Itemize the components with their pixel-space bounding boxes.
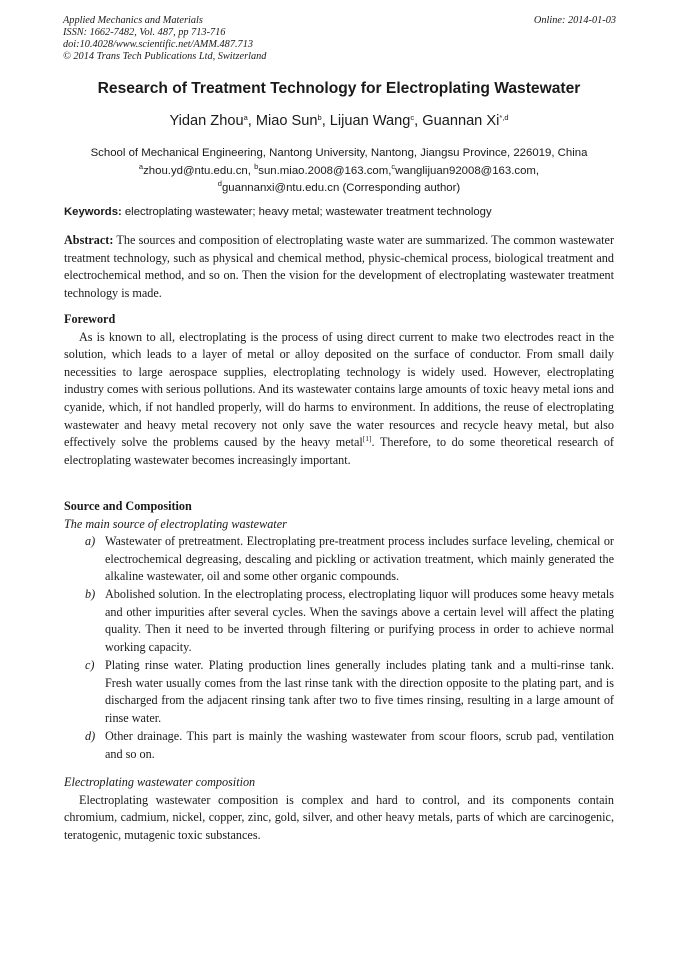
author-name: Yidan Zhou [169, 113, 244, 129]
list-item [64, 533, 614, 586]
list-item [64, 586, 614, 656]
affiliation-block [0, 145, 678, 198]
source-section-heading-block [64, 498, 614, 533]
email-d[interactable]: guannanxi@ntu.edu.cn (Corresponding author) [221, 182, 461, 194]
list-text: Abolished solution. In the electroplating process, electroplating liquor will produces some heavy metals and other impurities after several cycles. When the savings above a certain level will affect the plating quality. Then it need to be inverted through filtering or purifying process in order to achieve normal working capacity. [105, 587, 614, 654]
composition-paragraph: Electroplating wastewater composition is complex and hard to control, and its components contain chromium, cadmium, nickel, copper, zinc, gold, silver, and other heavy metals, parts of which are carcinogenic, teratogenic, mutagenic toxic substances. [64, 792, 614, 842]
subsection-heading: The main source of electroplating wastewater [64, 516, 287, 531]
keywords [64, 206, 614, 218]
keywords-text: electroplating wastewater; heavy metal; wastewater treatment technology [121, 206, 492, 218]
email-c[interactable]: wanglijuan92008@163.com, [395, 164, 540, 177]
abstract [64, 232, 614, 302]
doi-line[interactable]: doi:10.4028/www.scientific.net/AMM.487.713 [63, 39, 253, 50]
author-sup: *,d [499, 113, 509, 122]
email-b[interactable]: sun.miao.2008@163.com, [258, 164, 392, 177]
abstract-label: Abstract: [64, 233, 114, 247]
journal-name: Applied Mechanics and Materials [63, 15, 203, 26]
email-line-1: $^a$zhou.yd@ntu.edu.cn, $^b$sun.miao.2008@163.com,$^c$wanglijuan92008@163.com, [138, 161, 540, 177]
author-name: Guannan Xi [422, 113, 500, 129]
list-item [64, 728, 614, 763]
email-a[interactable]: zhou.yd@ntu.edu.cn, [143, 164, 255, 177]
subsection-heading: Electroplating wastewater composition [64, 775, 256, 789]
abstract-text: The sources and composition of electroplating waste water are summarized. The common wastewater treatment technology, such as physical and chemical method, physic-chemical process, biological treatment and electrochemical method, and so on. Then the vision for the development of electroplating wastewater treatment technology is made. [64, 233, 614, 300]
citation-ref[interactable]: [1] [362, 434, 372, 444]
copyright-line: © 2014 Trans Tech Publications Ltd, Switzerland [63, 51, 267, 62]
affiliation: School of Mechanical Engineering, Nantong University, Nantong, Jiangsu Province, 226019, China [90, 147, 588, 159]
author-list: Yidan Zhou$^a$, Miao Sun$^b$, Lijuan Wang$^c$, Guannan $Xi^{*,d}$ [169, 113, 509, 129]
list-label: c) [85, 658, 95, 672]
list-item [64, 657, 614, 727]
section-heading: Foreword [64, 312, 116, 326]
author-sup: b [317, 113, 322, 122]
list-text: Wastewater of pretreatment. Electroplating pre-treatment process includes surface leveling, chemical or electrochemical degreasing, descaling and pickling or activation treatment, which mainly generated the alkaline wastewater, oil and some other organic compounds. [105, 534, 614, 584]
list-label: d) [85, 729, 96, 743]
foreword-section [64, 311, 614, 469]
author-sup: a [243, 113, 248, 122]
author-sup: c [410, 113, 415, 122]
list-text: Plating rinse water. Plating production lines generally includes plating tank and a multi-rinse tank. Fresh water usually comes from the last rinse tank with the direction opposite to the plating part, and is discharged from the adjacent rinsing tank after two to five times rinsing, resulting in a large amount of rinse water. [105, 658, 614, 725]
foreword-paragraph: As is known to all, electroplating is the process of using direct current to make two electrodes react in the solution, which leads to a layer of metal or alloy deposited on the surface of conductor. From small daily necessities to large aerospace supplies, electroplating technology is widely used. However, electroplating industry comes with serious pollutions. And its wastewater contains large amounts of toxic heavy metal ions and cyanide, which, if not handled properly, will do harms to environment. In additions, the reuse of electroplating wastewater and heavy metal recovery not only save the water resources and recycle heavy metal, but also effectively solve the problems caused by the heavy metal[1]. Therefore, to do some theoretical research of electroplating wastewater becomes increasingly important. [64, 329, 614, 467]
journal-header [63, 15, 266, 63]
issn-line: ISSN: 1662-7482, Vol. 487, pp 713-716 [63, 27, 226, 38]
list-label: b) [85, 587, 96, 601]
list-label: a) [85, 534, 96, 548]
author-name: Lijuan Wang [329, 113, 411, 129]
email-line-2: $^d$guannanxi@ntu.edu.cn (Corresponding author) [217, 179, 461, 194]
author-name: Miao Sun [255, 113, 318, 129]
online-date: Online: 2014-01-03 [533, 15, 616, 26]
section-heading: Source and Composition [64, 499, 192, 513]
composition-section [64, 774, 614, 844]
keywords-label: Keywords: [64, 206, 122, 218]
paper-title: Research of Treatment Technology for Electroplating Wastewater [97, 80, 581, 97]
list-text: Other drainage. This part is mainly the washing wastewater from scour floors, scrub pad, ventilation and so on. [105, 729, 614, 761]
